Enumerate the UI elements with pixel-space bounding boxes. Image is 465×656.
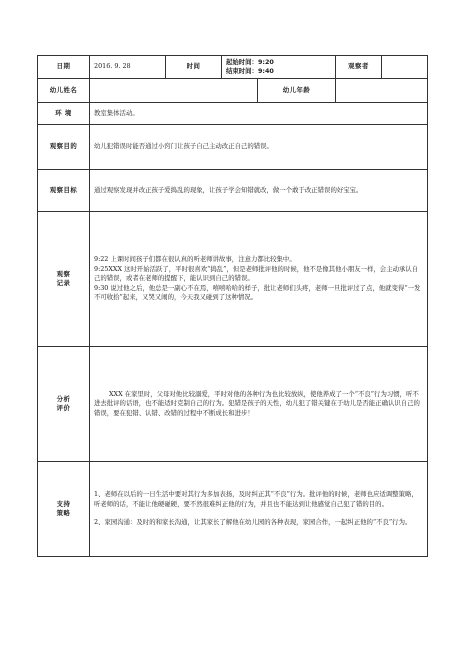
record-label-line2: 记录 (56, 279, 71, 287)
child-age-label: 幼儿年龄 (258, 79, 336, 103)
observation-record-table (37, 55, 428, 557)
strategy-label (38, 462, 90, 557)
analysis-label-line2: 评价 (56, 404, 71, 412)
strategy-paragraph: 1、老师在以后的一日生活中要对其行为多加表扬，及时纠正其“不良”行为。批评他的时候，老师也应适调整策略，听老师的话，不能让他硬碰硬，要不然很难纠正他的行为，并且也不能达到让他感觉自己犯了错的目的。 (94, 490, 418, 508)
analysis-value (90, 347, 428, 462)
goal-row (38, 170, 428, 212)
analysis-label (38, 347, 90, 462)
child-name-label: 幼儿姓名 (38, 79, 90, 103)
record-label (38, 212, 90, 347)
start-time: 起始时间：9:20 (226, 57, 274, 66)
date-label: 日期 (38, 56, 90, 79)
analysis-row (38, 347, 428, 462)
goal-label: 观察目标 (38, 170, 90, 212)
time-range (222, 56, 336, 79)
analysis-paragraph: XXX 在家里时，父母对他比较溺爱，平时对他的各种行为也比较放纵，使他养成了一个“不良”行为习惯，听不进去批评的话语，也不能适时克制自己的行为。犯错是孩子的天性，幼儿犯了错关键在于幼儿是否能正确认识自己的错误，要在犯错、认错、改错的过程中不断成长和进步！ (94, 389, 420, 417)
purpose-row (38, 125, 428, 170)
header-row (38, 56, 428, 79)
record-row (38, 212, 428, 347)
child-row (38, 79, 428, 103)
strategy-spacer (94, 509, 423, 518)
record-value (90, 212, 428, 347)
strategy-label-line2: 策略 (56, 509, 71, 517)
environment-row (38, 103, 428, 125)
purpose-label: 观察目的 (38, 125, 90, 170)
date-value: 2016. 9. 28 (90, 56, 166, 79)
strategy-row (38, 462, 428, 557)
observer-label: 观察者 (336, 56, 382, 79)
environment-label: 环 境 (38, 103, 90, 125)
record-paragraph: 9:22 上课时间孩子们都在很认真的听老师讲故事，注意力都比较集中。 (94, 255, 296, 264)
record-paragraph: 9:30 说过他之后，他总是一副心不在焉，嘻嘻哈哈的样子，批让老师们头疼，老师一旦批评过了点，他就变得“一发不可收拾”起来，又哭又闹的，今天我又碰到了这种情况。 (94, 283, 421, 302)
goal-value: 通过观察发现并改正孩子爱捣乱的现象，让孩子学会知错就改，做一个敢于改正错误的好宝宝。 (90, 170, 428, 212)
child-name-value (90, 79, 258, 103)
purpose-value: 幼儿犯错误时能否通过小窍门让孩子自己主动改正自己的错误。 (90, 125, 428, 170)
time-label: 时间 (166, 56, 222, 79)
child-age-value (336, 79, 428, 103)
strategy-value (90, 462, 428, 557)
observer-value (382, 56, 428, 79)
record-paragraph: 9:25XXX 这时开始活跃了，平时很喜欢“捣乱”，但是老师批评他的时候，他不是像其他小朋友一样，会主动承认自己的错误，或者在老师的提醒下，能认识到自己的错误。 (94, 264, 419, 283)
analysis-label-line1: 分析 (56, 394, 71, 403)
strategy-paragraph: 2、家园沟通：及时的和家长沟通，让其家长了解他在幼儿园的各种表现，家园合作，一起纠正他的“不良”行为。 (94, 518, 412, 527)
environment-value: 教室集体活动。 (90, 103, 428, 125)
record-label-line1: 观察 (56, 269, 71, 278)
strategy-label-line1: 支持 (56, 499, 71, 508)
end-time: 结束时间：9:40 (226, 67, 274, 75)
